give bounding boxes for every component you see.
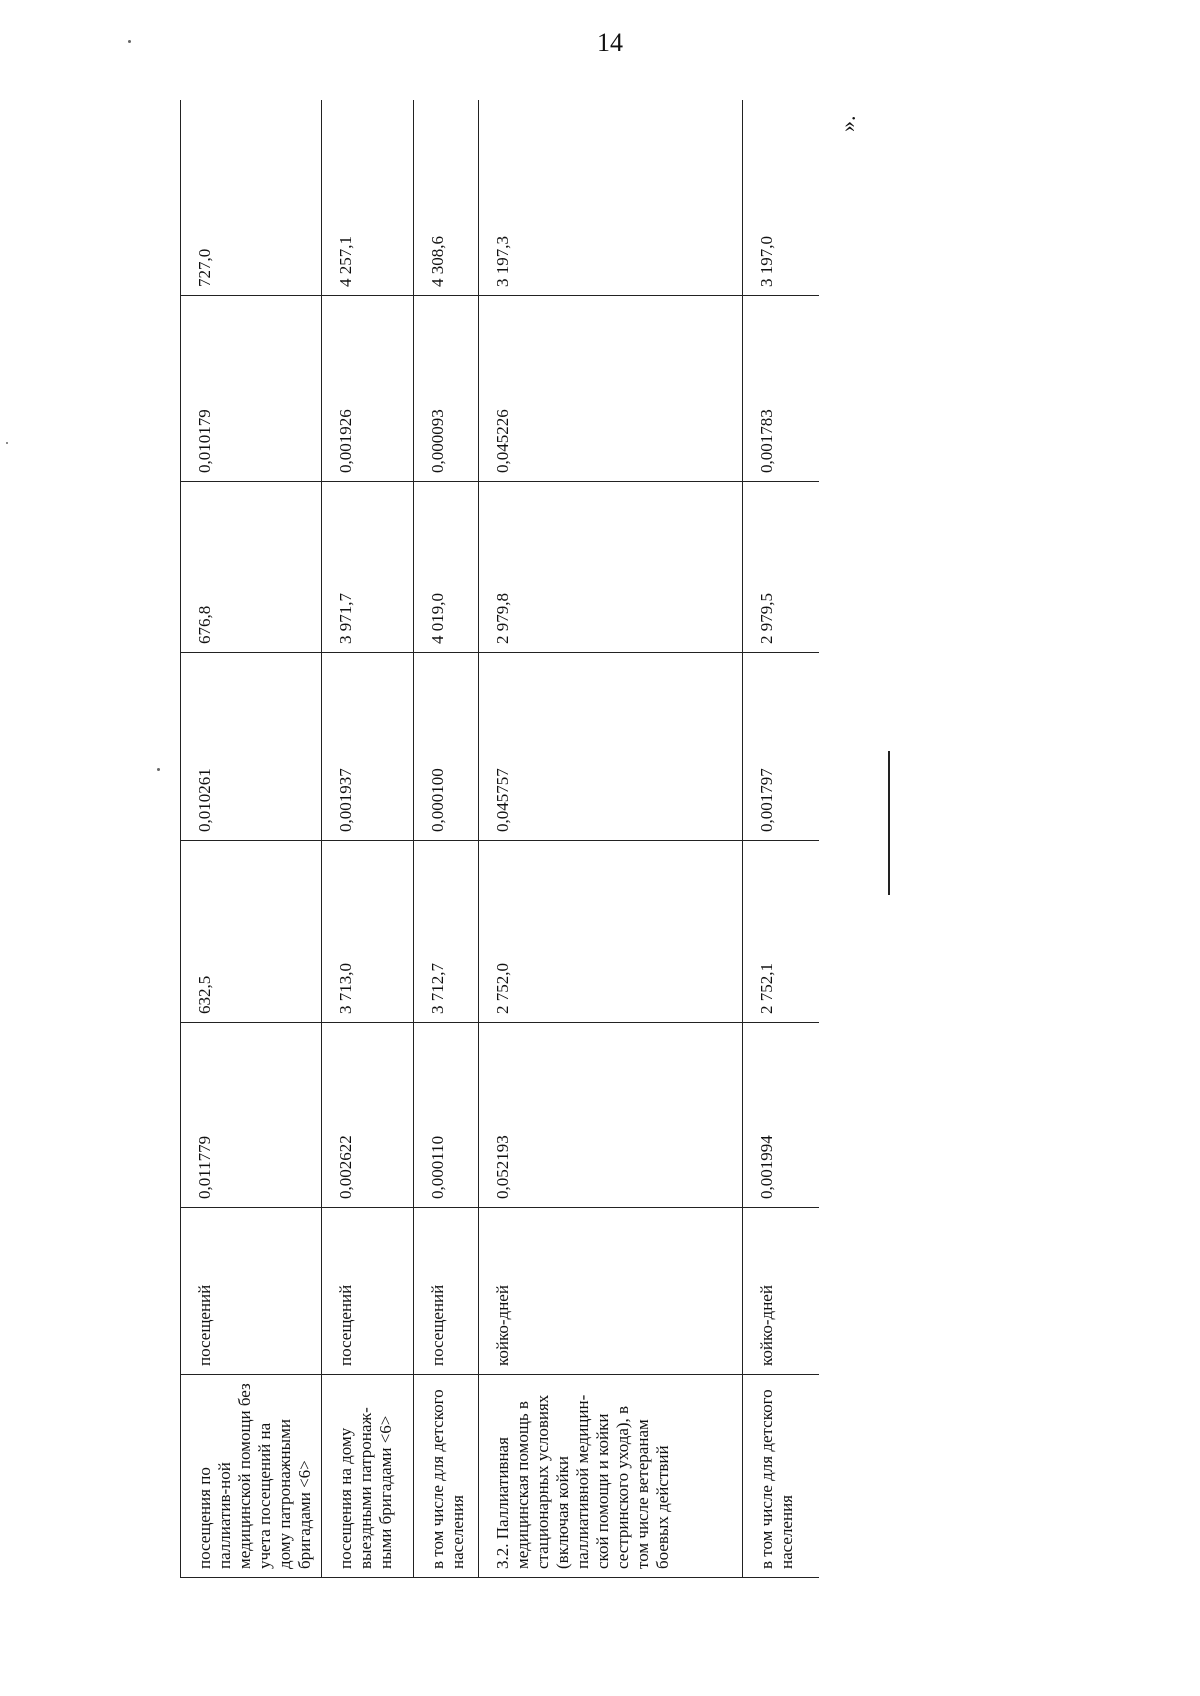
data-table bbox=[180, 100, 819, 1578]
rotated-table bbox=[180, 100, 819, 1578]
row-value: 4 308,6 bbox=[414, 100, 479, 296]
row-unit: койко-дней bbox=[743, 1208, 820, 1375]
row-unit: койко-дней bbox=[479, 1208, 743, 1375]
row-description: в том числе для детского населения bbox=[414, 1375, 479, 1578]
row-value: 3 712,7 bbox=[414, 841, 479, 1023]
row-value: 0,001926 bbox=[322, 296, 414, 482]
row-value: 4 257,1 bbox=[322, 100, 414, 296]
table-row bbox=[181, 100, 322, 1578]
row-value: 676,8 bbox=[181, 482, 322, 653]
row-unit: посещений bbox=[414, 1208, 479, 1375]
row-value: 0,001994 bbox=[743, 1023, 820, 1208]
table-container bbox=[180, 100, 819, 1578]
separator-line bbox=[888, 751, 890, 895]
row-value: 0,045757 bbox=[479, 653, 743, 841]
page-number: 14 bbox=[597, 28, 623, 57]
row-value: 0,010179 bbox=[181, 296, 322, 482]
row-description: 3.2. Паллиативная медицинская помощь в стационарных условиях (включая койки паллиативной медицин-ской помощи и койки сестринского ухода), в том числе ветеранам боевых действий bbox=[479, 1375, 743, 1578]
row-description: посещения на дому выездными патронаж-ными бригадами <6> bbox=[322, 1375, 414, 1578]
row-unit: посещений bbox=[322, 1208, 414, 1375]
row-value: 2 979,5 bbox=[743, 482, 820, 653]
row-value: 2 752,1 bbox=[743, 841, 820, 1023]
row-unit: посещений bbox=[181, 1208, 322, 1375]
row-value: 0,001937 bbox=[322, 653, 414, 841]
row-description: в том числе для детского населения bbox=[743, 1375, 820, 1578]
row-value: 0,001797 bbox=[743, 653, 820, 841]
row-value: 2 752,0 bbox=[479, 841, 743, 1023]
scan-speck bbox=[6, 442, 8, 444]
row-value: 3 713,0 bbox=[322, 841, 414, 1023]
row-value: 2 979,8 bbox=[479, 482, 743, 653]
row-value: 0,000110 bbox=[414, 1023, 479, 1208]
row-value: 0,052193 bbox=[479, 1023, 743, 1208]
table-row bbox=[322, 100, 414, 1578]
row-description: посещения по паллиатив-ной медицинской помощи без учета посещений на дому патронажными бригадами <6> bbox=[181, 1375, 322, 1578]
row-value: 0,011779 bbox=[181, 1023, 322, 1208]
table-row bbox=[414, 100, 479, 1578]
row-value: 0,000093 bbox=[414, 296, 479, 482]
scan-speck bbox=[157, 768, 160, 771]
row-value: 0,045226 bbox=[479, 296, 743, 482]
row-value: 727,0 bbox=[181, 100, 322, 296]
table-row bbox=[479, 100, 743, 1578]
row-value: 0,001783 bbox=[743, 296, 820, 482]
row-value: 0,002622 bbox=[322, 1023, 414, 1208]
row-value: 3 197,3 bbox=[479, 100, 743, 296]
row-value: 3 971,7 bbox=[322, 482, 414, 653]
closing-quote: ». bbox=[835, 115, 860, 132]
row-value: 0,000100 bbox=[414, 653, 479, 841]
row-value: 4 019,0 bbox=[414, 482, 479, 653]
row-value: 3 197,0 bbox=[743, 100, 820, 296]
scan-speck bbox=[128, 40, 131, 43]
row-value: 0,010261 bbox=[181, 653, 322, 841]
row-value: 632,5 bbox=[181, 841, 322, 1023]
table-row bbox=[743, 100, 820, 1578]
